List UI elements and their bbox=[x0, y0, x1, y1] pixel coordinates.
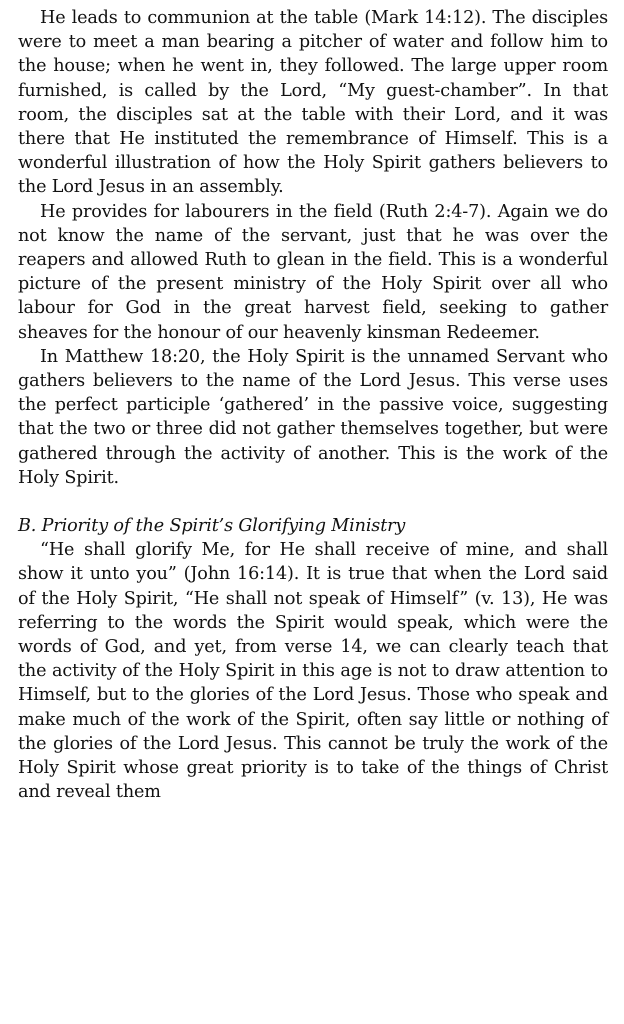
paragraph-glorifying: “He shall glorify Me, for He shall receive of mine, and shall show it unto you” (John 16:14). It is true that when the Lord said of the Holy Spirit, “He shall not speak of Himself” (v. 13), He was referring to the words the Spirit would speak, which were the words of God, and yet, from verse 14, we can clearly teach that the activity of the Holy Spirit in this age is not to draw attention to Himself, but to the glories of the Lord Jesus. Those who speak and make much of the work of the Spirit, often say little or nothing of the glories of the Lord Jesus. This cannot be truly the work of the Holy Spirit whose great priority is to take of the things of Christ and reveal them bbox=[18, 540, 608, 803]
paragraph-matthew: In Matthew 18:20, the Holy Spirit is the unnamed Servant who gathers believers to the name of the Lord Jesus. This verse uses the perfect participle ‘gathered’ in the passive voice, suggesting that the two or three did not gather themselves together, but were gathered through the activity of another. This is the work of the Holy Spirit. bbox=[18, 346, 608, 488]
section-spacer bbox=[18, 490, 608, 514]
paragraph-labourers: He provides for labourers in the field (Ruth 2:4-7). Again we do not know the name of the servant, just that he was over the reapers and allowed Ruth to glean in the field. This is a wonderful picture of the present ministry of the Holy Spirit over all who labour for God in the great harvest field, seeking to gather sheaves for the honour of our heavenly kinsman Redeemer. bbox=[18, 201, 608, 343]
section-heading: B. Priority of the Spirit’s Glorifying Ministry bbox=[18, 516, 406, 537]
paragraph-communion: He leads to communion at the table (Mark 14:12). The disciples were to meet a man bearing a pitcher of water and follow him to the house; when he went in, they followed. The large upper room furnished, is called by the Lord, “My guest-chamber”. In that room, the disciples sat at the table with their Lord, and it was there that He instituted the remembrance of Himself. This is a wonderful illustration of how the Holy Spirit gathers believers to the Lord Jesus in an assembly. bbox=[18, 8, 608, 198]
document-page bbox=[18, 6, 608, 805]
